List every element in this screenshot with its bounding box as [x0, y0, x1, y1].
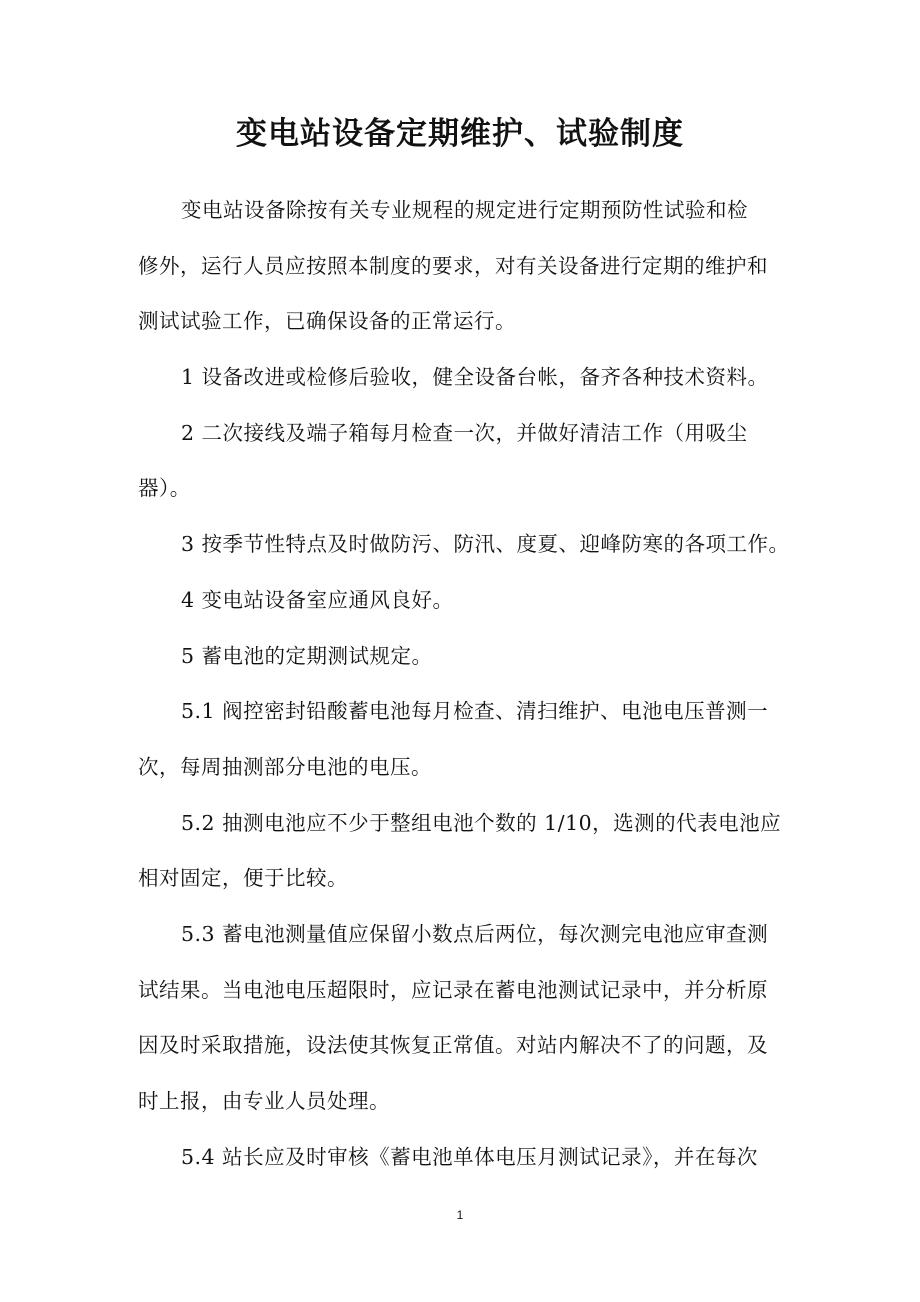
paragraph-line: 时上报，由专业人员处理。	[138, 1089, 390, 1113]
paragraph-line: 次，每周抽测部分电池的电压。	[138, 754, 432, 779]
paragraph-line: 2 二次接线及端子箱每月检查一次，并做好清洁工作（用吸尘	[181, 420, 748, 445]
paragraph	[138, 684, 798, 795]
document-title: 变电站设备定期维护、试验制度	[236, 116, 684, 152]
paragraph-line: 5.3 蓄电池测量值应保留小数点后两位，每次测完电池应审查测	[181, 921, 769, 946]
paragraph	[138, 796, 798, 907]
paragraph	[138, 183, 798, 350]
paragraph	[138, 350, 798, 406]
paragraph-line: 修外，运行人员应按照本制度的要求，对有关设备进行定期的维护和	[138, 253, 768, 278]
paragraph-line: 5.4 站长应及时审核《蓄电池单体电压月测试记录》，并在每次	[181, 1144, 758, 1169]
paragraph-line: 变电站设备除按有关专业规程的规定进行定期预防性试验和检	[181, 198, 748, 222]
paragraph-line: 1 设备改进或检修后验收，健全设备台帐，备齐各种技术资料。	[181, 365, 769, 390]
paragraph-line: 因及时采取措施，设法使其恢复正常值。对站内解决不了的问题，及	[138, 1033, 768, 1058]
paragraph	[138, 573, 798, 629]
paragraph-line: 相对固定，便于比较。	[138, 866, 348, 891]
paragraph-line: 5 蓄电池的定期测试规定。	[181, 643, 433, 668]
paragraph-line: 试结果。当电池电压超限时，应记录在蓄电池测试记录中，并分析原	[138, 977, 768, 1002]
paragraph-line: 3 按季节性特点及时做防污、防汛、度夏、迎峰防寒的各项工作。	[181, 532, 790, 557]
paragraph	[138, 1130, 798, 1186]
document-body	[138, 183, 798, 1185]
paragraph-line: 4 变电站设备室应通风良好。	[181, 587, 454, 612]
paragraph	[138, 907, 798, 1130]
paragraph	[138, 406, 798, 517]
paragraph-line: 器）。	[138, 476, 191, 501]
page-number: 1	[456, 1208, 464, 1222]
paragraph	[138, 517, 798, 573]
paragraph-line: 5.1 阀控密封铅酸蓄电池每月检查、清扫维护、电池电压普测一	[181, 699, 769, 724]
paragraph-line: 测试试验工作，已确保设备的正常运行。	[138, 309, 516, 334]
paragraph-line: 5.2 抽测电池应不少于整组电池个数的 1/10，选测的代表电池应	[181, 810, 782, 835]
paragraph	[138, 629, 798, 685]
